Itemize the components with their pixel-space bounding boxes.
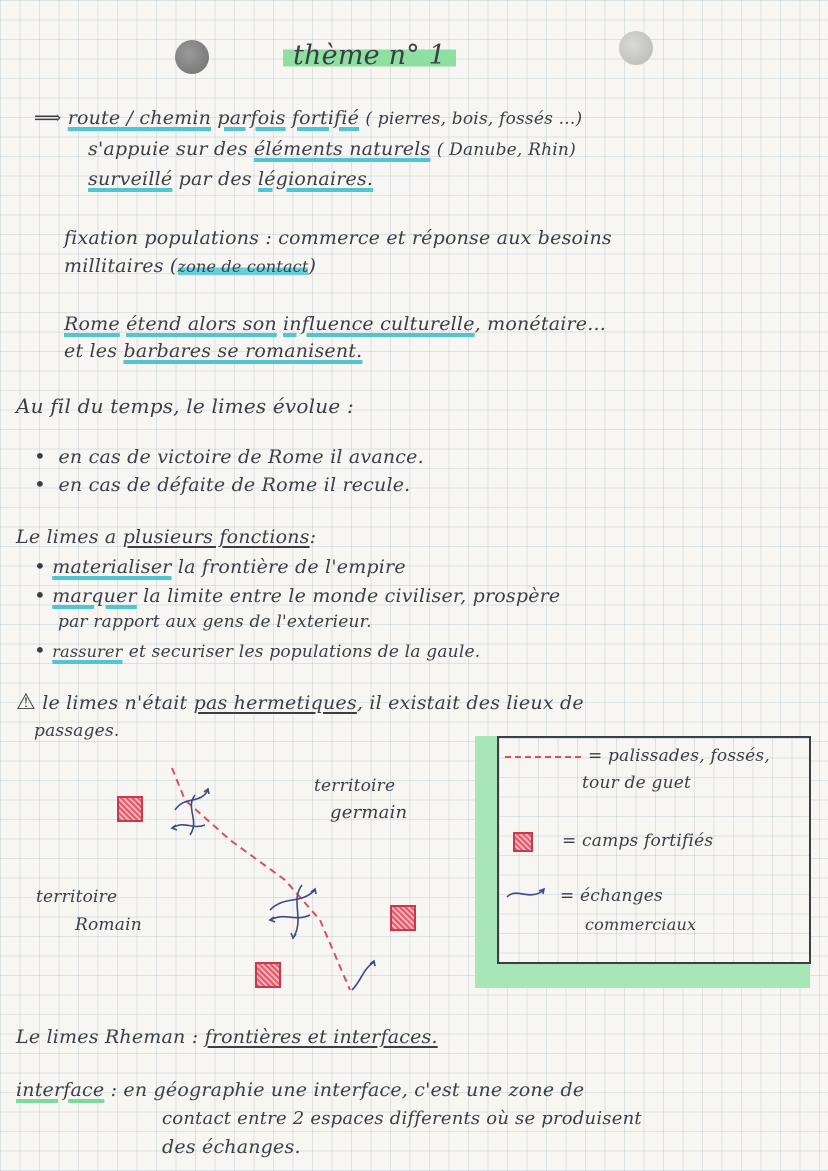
definition-line-1: interface : en géographie une interface, c'est une zone de <box>16 1079 585 1101</box>
label-territoire-romain-2: Romain <box>75 915 142 935</box>
evolution-item-1: • en cas de victoire de Rome il avance. <box>34 444 424 468</box>
warning-line-2: passages. <box>34 721 120 741</box>
definition-line-2: contact entre 2 espaces differents où se produisent <box>162 1108 642 1129</box>
camp-fortifie-icon <box>255 962 281 988</box>
label-territoire-romain-1: territoire <box>36 887 118 907</box>
camp-fortifie-icon <box>390 905 416 931</box>
bullet-icon: • <box>34 638 46 662</box>
fonction-item-2-cont: par rapport aux gens de l'exterieur. <box>58 612 372 632</box>
intro-line-1 <box>34 105 582 132</box>
limes-dashed-line <box>172 768 350 990</box>
legend-camp-icon <box>513 832 533 852</box>
legend-item-1a: = palissades, fossés, <box>588 746 770 766</box>
exchange-arrow-icon <box>270 885 316 938</box>
legend-item-2: = camps fortifiés <box>562 831 714 851</box>
legend-exchange-icon <box>505 885 557 903</box>
bullet-icon: • <box>34 583 46 607</box>
materials-text: ( pierres, bois, fossés ...) <box>365 109 583 129</box>
page-title: thème n° 1 <box>283 40 456 71</box>
exchange-arrow-icon <box>172 789 209 835</box>
legend-item-3b: commerciaux <box>585 915 697 934</box>
arrow-icon: ⟹ <box>34 107 62 129</box>
intro-line-3: surveillé par des légionaires. <box>88 168 374 190</box>
legend-dashed-line-icon <box>505 752 585 762</box>
fixation-line-2: millitaires (zone de contact) <box>64 255 317 277</box>
bullet-icon: • <box>34 472 46 496</box>
interface-term: interface <box>16 1079 105 1101</box>
fixation-line-1: fixation populations : commerce et réponse aux besoins <box>64 227 612 249</box>
label-territoire-germain-2: germain <box>330 802 408 823</box>
route-text: route / chemin <box>67 107 212 129</box>
bullet-icon: • <box>34 444 46 468</box>
warning-line-1: ⚠ le limes n'était pas hermetiques, il existait des lieux de <box>16 690 584 715</box>
punch-hole-right <box>619 31 653 65</box>
evolution-heading: Au fil du temps, le limes évolue : <box>16 394 354 418</box>
evolution-item-2: • en cas de défaite de Rome il recule. <box>34 472 411 496</box>
fonction-item-2: • marquer la limite entre le monde civiliser, prospère <box>34 583 561 607</box>
camp-fortifie-icon <box>117 796 143 822</box>
fonction-item-3: • rassurer et securiser les populations de la gaule. <box>34 638 481 662</box>
zone-de-contact: zone de contact <box>177 257 309 276</box>
legend-item-1b: tour de guet <box>582 773 692 793</box>
exchange-arrow-icon <box>352 961 375 990</box>
legend-item-3a: = échanges <box>560 886 663 906</box>
fortifie-text: fortifié <box>291 107 360 129</box>
rome-line-1: Rome étend alors son influence culturelle, monétaire... <box>64 313 606 335</box>
elements-naturels: éléments naturels <box>253 138 431 160</box>
rome-line-2: et les barbares se romanisent. <box>64 340 363 362</box>
parfois-text: parfois <box>217 107 286 129</box>
warning-icon: ⚠ <box>16 690 36 715</box>
punch-hole-left <box>175 40 209 74</box>
map-caption: Le limes Rheman : frontières et interfaces. <box>16 1026 438 1048</box>
fonctions-heading: Le limes a plusieurs fonctions: <box>16 526 317 548</box>
label-territoire-germain-1: territoire <box>314 776 396 796</box>
intro-line-2: s'appuie sur des éléments naturels ( Danube, Rhin) <box>88 138 576 160</box>
definition-line-3: des échanges. <box>162 1136 301 1158</box>
fonction-item-1: • materialiser la frontière de l'empire <box>34 554 406 578</box>
bullet-icon: • <box>34 554 46 578</box>
